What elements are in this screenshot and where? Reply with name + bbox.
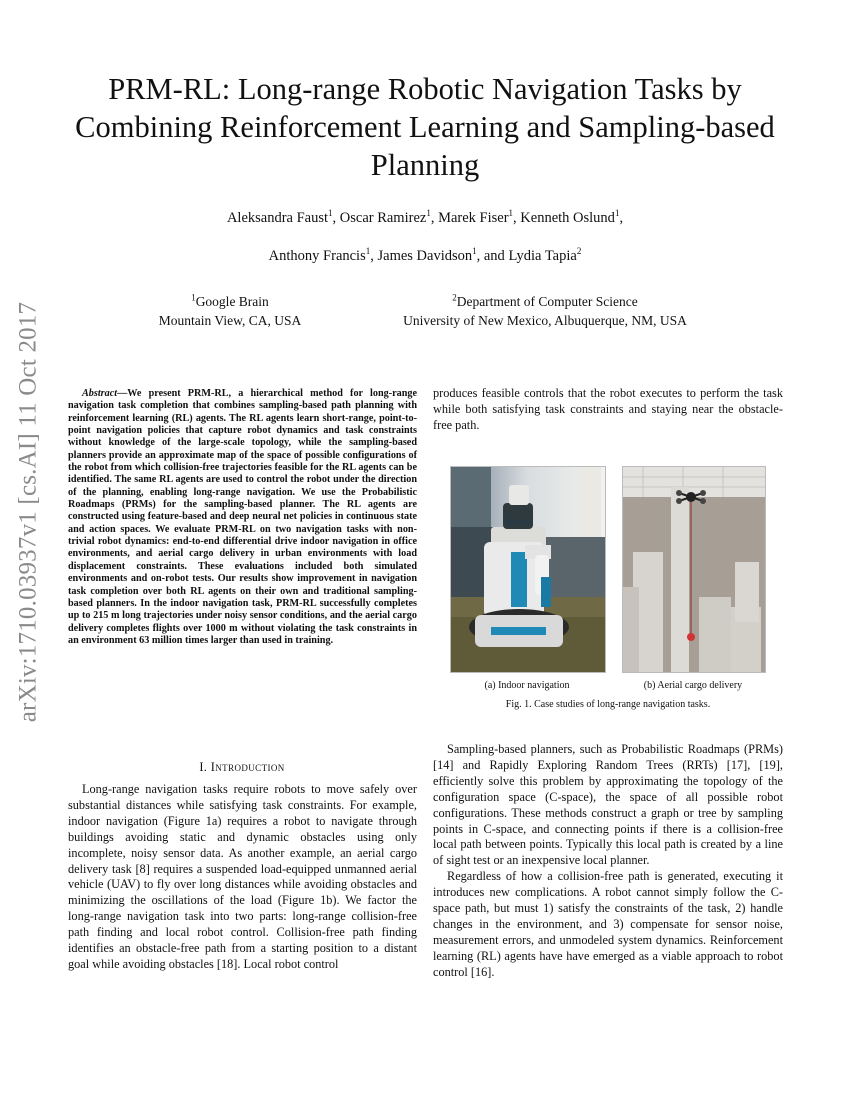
author: Anthony Francis$^1$ [268,246,371,264]
right-paragraph-0: produces feasible controls that the robot executes to perform the task while both satisfying task constraints and staying near the obstacle-free path. [433,386,783,432]
right-paragraph-1: Sampling-based planners, such as Probabilistic Roadmaps (PRMs) [14] and Rapidly Exploring Random Trees (RRTs) [17], [19], efficiently solve this problem by approximating the topology of the configuration space (C-space), the space of all possible robot configurations. These methods construct a graph or tree by sampling points in C-space, and connecting points if there is a collision-free local path between points. Typically this local path is created by a line of sight test or an inexpensive local planner. [433,742,783,868]
authors-line-2: Anthony Francis$^1$, James Davidson$^1$, and Lydia Tapia$^2$ [268,246,582,264]
figure-1b-image [622,466,766,673]
subcaption-b: (b) Aerial cargo delivery [643,680,743,691]
author: Marek Fiser$^1$ [438,208,514,226]
section-heading-introduction: I. Introduction [199,760,285,774]
right-paragraphs [433,742,783,981]
robot-logo-text: fetch [507,518,530,528]
arxiv-identifier: arXiv:1710.03937v1 [cs.AI] 11 Oct 2017 [14,301,41,723]
affiliation-unm: $^2$Department of Computer Science University of New Mexico, Albuquerque, NM, USA [403,292,687,328]
author: Oscar Ramirez$^1$ [339,208,431,226]
author: James Davidson$^1$ [377,246,477,264]
subcaption-a: (a) Indoor navigation [484,680,570,691]
author: Aleksandra Faust$^1$ [226,208,333,226]
abstract-label: Abstract [82,388,118,399]
aerial-cargo-photo [623,467,765,672]
authors-line-1: Aleksandra Faust$^1$, Oscar Ramirez$^1$, Marek Fiser$^1$, Kenneth Oslund$^1$, [226,208,624,226]
author: Lydia Tapia$^2$ [508,246,582,264]
right-paragraph-2: Regardless of how a collision-free path is generated, executing it introduces new complications. A robot cannot simply follow the C-space path, but must 1) satisfy the constraints of the task, 2) handle changes in the environment, and 3) compensate for sensor noise, measurement errors, and unmodeled system dynamics. Reinforcement learning (RL) agents have have emerged as a viable approach to robot control [16]. [433,869,783,979]
intro-paragraph-1: Long-range navigation tasks require robots to move safely over substantial distances while satisfying task constraints. For example, indoor navigation (Figure 1a) requires a robot to navigate through buildings avoiding static and dynamic obstacles using only incomplete, noisy sensor data. As another example, an aerial cargo delivery task [8] requires a suspended load-equipped unmanned aerial vehicle (UAV) to fly over long distances while avoiding obstacles and minimizing the oscillations of the load (Figure 1b). We factor the long-range navigation task into two parts: long-range collision-free path finding and local robot control. Collision-free path finding identifies an obstacle-free path from a starting position to a distant goal while avoiding obstacles [18]. Local robot control [68,782,417,971]
figure-1a-image [450,466,606,673]
figure-1-caption: Fig. 1. Case studies of long-range navigation tasks. [505,699,711,710]
author: Kenneth Oslund$^1$ [520,208,620,226]
affiliation-google: $^1$Google Brain Mountain View, CA, USA [158,292,302,328]
indoor-robot-photo [451,467,605,672]
paper-title: PRM-RL: Long-range Robotic Navigation Tasks by Combining Reinforcement Learning and Sampling-based Planning [75,72,775,182]
abstract: Abstract—We present PRM-RL, a hierarchical method for long-range navigation task completion that combines sampling-based path planning with reinforcement learning (RL) agents. The RL agents learn short-range, point-to-point navigation policies that capture robot dynamics and task constraints without knowledge of the large-scale topology, while the sampling-based planners provide an approximate map of the space of possible configurations of the robot from which collision-free trajectories feasible for the RL agents can be identified. The same RL agents are used to control the robot under the direction of the planning, enabling long-range navigation. We use the Probabilistic Roadmaps (PRMs) for the sampling-based planner. The RL agents are constructed using feature-based and deep neural net policies in continuous state and action spaces. We evaluate PRM-RL on two navigation tasks with non-trivial robot dynamics: end-to-end differential drive indoor navigation in office environments, and aerial cargo delivery in urban environments with load displacement constraints. These evaluations included both simulated environments and on-robot tests. Our results show improvement in navigation task completion over both RL agents on their own and traditional sampling-based planners. In the indoor navigation task, PRM-RL successfully completes up to 215 m long trajectories under noisy sensor conditions, and the aerial cargo delivery completes flights over 1000 m without violating the task constraints in an environment 63 million times larger than used in training. [68,388,417,646]
